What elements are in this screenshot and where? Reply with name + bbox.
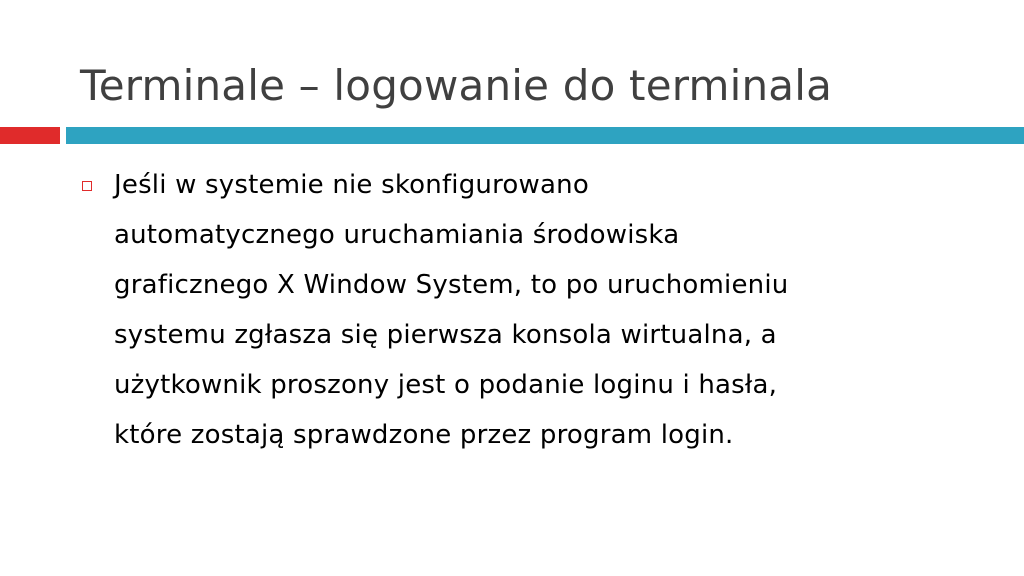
bullet-line: systemu zgłasza się pierwsza konsola wirtualna, a (114, 320, 777, 350)
slide-title: Terminale – logowanie do terminala (80, 61, 833, 110)
bullet-item (82, 160, 962, 460)
square-bullet-icon (82, 181, 92, 191)
bullet-text (114, 160, 962, 460)
bullet-line: graficznego X Window System, to po uruchomieniu (114, 270, 789, 300)
bullet-line: użytkownik proszony jest o podanie loginu i hasła, (114, 370, 778, 400)
title-accent-red-bar (0, 127, 60, 144)
bullet-line: automatycznego uruchamiania środowiska (114, 220, 680, 250)
slide-content (82, 160, 962, 460)
bullet-line: Jeśli w systemie nie skonfigurowano (114, 170, 589, 200)
title-accent-blue-bar (66, 127, 1024, 144)
bullet-line: które zostają sprawdzone przez program login. (114, 420, 734, 450)
